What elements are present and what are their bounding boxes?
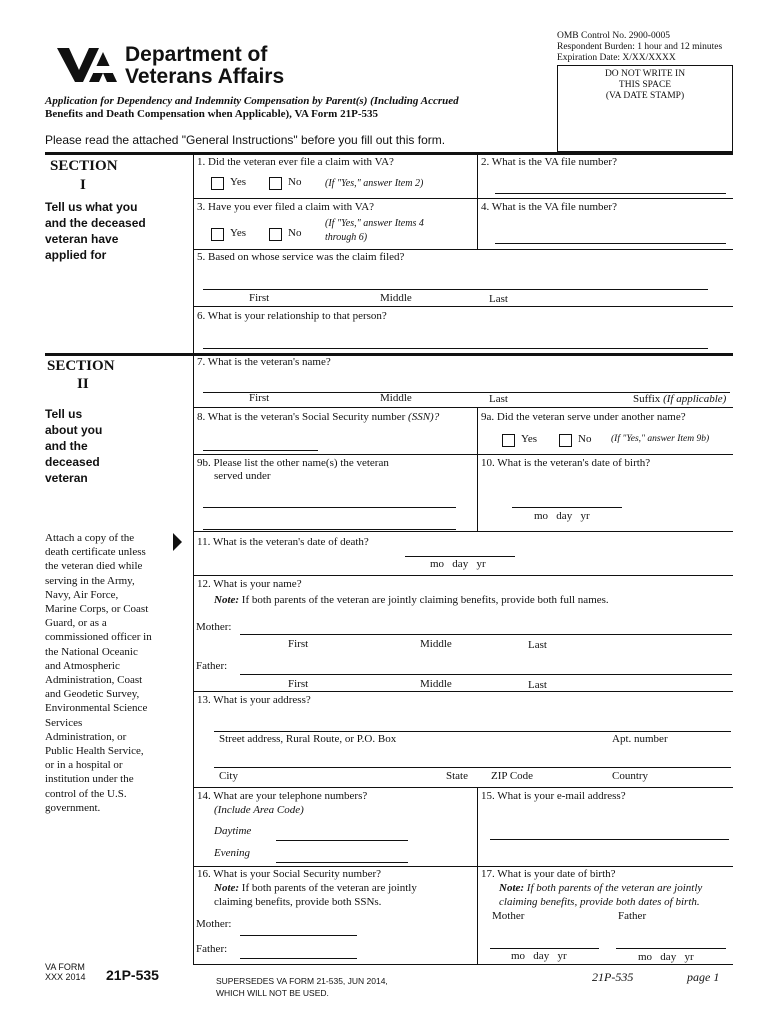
- q8-ssn-abbrev: (SSN)?: [408, 411, 440, 423]
- q1-no-label: No: [288, 176, 302, 188]
- q12-mother-last: Last: [528, 639, 547, 651]
- section2-number: II: [77, 376, 89, 392]
- section1-number: I: [80, 177, 86, 193]
- q12-mother-name-field[interactable]: [240, 634, 732, 635]
- q12-father-last: Last: [528, 679, 547, 691]
- q14-q15-divider: [477, 787, 478, 965]
- q16-father-label: Father:: [196, 943, 228, 955]
- attach-note-line: Navy, Air Force,: [45, 588, 119, 601]
- attach-note-line: Marine Corps, or Coast: [45, 603, 149, 615]
- q7-last-label: Last: [489, 393, 508, 405]
- q5-label: 5. Based on whose service was the claim filed?: [197, 251, 405, 263]
- section2-desc-3: and the: [45, 439, 88, 453]
- q2-va-file-number-field[interactable]: [495, 193, 726, 194]
- attach-note-line: Public Health Service,: [45, 745, 144, 757]
- q14-top-rule: [193, 787, 733, 788]
- q7-suffix-text: Suffix: [633, 393, 661, 405]
- q13-country-label: Country: [612, 770, 649, 782]
- expiration-date: Expiration Date: X/XX/XXXX: [557, 53, 676, 63]
- attach-arrow-icon: [173, 533, 182, 551]
- q10-date-format: mo day yr: [534, 510, 590, 522]
- attach-note-line: and Atmospheric: [45, 659, 120, 672]
- q12-note-label: Note:: [214, 594, 240, 606]
- q13-city-label: City: [219, 770, 238, 782]
- q7-middle-label: Middle: [380, 392, 412, 404]
- attach-note-line: institution under the: [45, 773, 134, 786]
- q14-label: 14. What are your telephone numbers?: [197, 790, 368, 802]
- respondent-burden: Respondent Burden: 1 hour and 12 minutes: [557, 42, 723, 52]
- q12-father-label: Father:: [196, 660, 228, 672]
- section2-heading: SECTION: [47, 358, 115, 374]
- stamp-line3: (VA DATE STAMP): [605, 91, 685, 101]
- q13-top-rule: [193, 691, 733, 692]
- q9b-label-line2: served under: [214, 470, 271, 482]
- q8-label: [197, 411, 439, 424]
- q11-label: 11. What is the veteran's date of death?: [197, 536, 369, 548]
- q9b-label-line1: 9b. Please list the other name(s) the veteran: [197, 457, 389, 469]
- q14-evening-phone-field[interactable]: [276, 862, 408, 863]
- q12-note-text: If both parents of the veteran are jointly claiming benefits, provide both full names.: [241, 594, 609, 606]
- q16-top-rule: [193, 866, 733, 867]
- q17-mother-date-format: mo day yr: [511, 950, 567, 962]
- q14-note: (Include Area Code): [214, 804, 304, 816]
- q17-note-line2: claiming benefits, provide both dates of birth.: [499, 896, 700, 908]
- q9a-no-label: No: [578, 433, 592, 445]
- q6-label: 6. What is your relationship to that person?: [197, 310, 387, 322]
- q17-note-label: Note:: [499, 882, 525, 894]
- q7-first-label: First: [249, 392, 270, 404]
- q12-father-name-field[interactable]: [240, 674, 732, 675]
- q13-label: 13. What is your address?: [197, 694, 311, 706]
- q17-note-line1: [499, 882, 702, 895]
- q16-label: 16. What is your Social Security number?: [197, 868, 382, 880]
- q1-label: 1. Did the veteran ever file a claim with VA?: [197, 156, 394, 168]
- section1-top-rule: [45, 152, 733, 155]
- attach-note-line: and Geodetic Survey,: [45, 688, 140, 701]
- q6-top-rule: [193, 306, 733, 307]
- q17-father-date-format: mo day yr: [638, 951, 694, 963]
- q12-mother-first: First: [288, 638, 309, 650]
- agency-name-line2: Veterans Affairs: [125, 65, 285, 88]
- attach-note-line: Administration, or: [45, 730, 127, 743]
- q13-state-label: State: [446, 770, 468, 782]
- q14-daytime-label: Daytime: [214, 825, 252, 837]
- q15-email-field[interactable]: [490, 839, 729, 840]
- q16-mother-ssn-field[interactable]: [240, 935, 357, 936]
- section2-left-divider: [193, 353, 194, 965]
- q9a-label: 9a. Did the veteran serve under another name?: [481, 411, 686, 423]
- q10-veteran-dob-field[interactable]: [512, 507, 622, 508]
- q15-label: 15. What is your e-mail address?: [481, 790, 626, 802]
- omb-control-number: OMB Control No. 2900-0005: [557, 31, 670, 41]
- q9b-other-name-field-1[interactable]: [203, 507, 456, 508]
- instructions-text: Please read the attached "General Instructions" before you fill out this form.: [45, 133, 446, 147]
- q12-father-middle: Middle: [420, 678, 452, 690]
- q14-daytime-phone-field[interactable]: [276, 840, 408, 841]
- q17-note-text1: If both parents of the veteran are jointly: [526, 882, 703, 894]
- section1-desc-1: Tell us what you: [45, 200, 138, 214]
- section2-desc-1: Tell us: [45, 407, 83, 421]
- stamp-line2: THIS SPACE: [618, 80, 672, 90]
- section1-desc-3: veteran have: [45, 232, 119, 246]
- q17-mother-label: Mother: [492, 910, 525, 922]
- q3-top-rule: [193, 198, 733, 199]
- q1-note: (If "Yes," answer Item 2): [325, 178, 424, 189]
- section1-left-divider: [193, 152, 194, 354]
- attach-note-line: Guard, or as a: [45, 617, 107, 630]
- q8-top-rule: [193, 407, 733, 408]
- q12-top-rule: [193, 575, 733, 576]
- footer-va-form: VA FORM: [45, 962, 85, 972]
- footer-form-ref: 21P-535: [592, 970, 634, 984]
- q5-last-label: Last: [489, 293, 508, 305]
- q13-city-field[interactable]: [214, 767, 731, 768]
- q4-label: 4. What is the VA file number?: [481, 201, 617, 213]
- q3-no-label: No: [288, 227, 302, 239]
- q16-father-ssn-field[interactable]: [240, 958, 357, 959]
- attach-note-line: the National Oceanic: [45, 645, 138, 658]
- attach-note-line: or in a hospital or: [45, 759, 123, 772]
- q7-suffix-note: (If applicable): [663, 393, 727, 405]
- q1-yes-checkbox[interactable]: [211, 177, 224, 190]
- section1-heading: SECTION: [50, 158, 118, 174]
- q3-yes-label: Yes: [230, 227, 247, 239]
- q17-mother-dob-field[interactable]: [490, 948, 599, 949]
- q8-q9a-divider: [477, 407, 478, 531]
- section2-desc-5: veteran: [45, 471, 88, 485]
- q1-yes-label: Yes: [230, 176, 247, 188]
- footer-form-date: XXX 2014: [45, 972, 86, 982]
- footer-page-number: page 1: [687, 970, 720, 984]
- q17-father-label: Father: [618, 910, 647, 922]
- footer-supersedes-line2: WHICH WILL NOT BE USED.: [216, 988, 329, 998]
- footer-supersedes-line1: SUPERSEDES VA FORM 21-535, JUN 2014,: [216, 976, 388, 986]
- form-title-line1: Application for Dependency and Indemnity Compensation by Parent(s) (Including Accrued: [45, 95, 459, 107]
- q5-middle-label: Middle: [380, 292, 412, 304]
- q5-first-label: First: [249, 292, 270, 304]
- va-logo: [55, 42, 119, 86]
- q3-no-checkbox[interactable]: [269, 228, 282, 241]
- q3-yes-checkbox[interactable]: [211, 228, 224, 241]
- q2-label: 2. What is the VA file number?: [481, 156, 617, 168]
- q14-evening-label: Evening: [214, 847, 251, 859]
- attach-note-line: commissioned officer in: [45, 631, 152, 644]
- q7-suffix-label: [633, 393, 726, 406]
- q16-note-label: Note:: [214, 882, 240, 894]
- q13-zip-label: ZIP Code: [491, 770, 534, 782]
- q9a-no-checkbox[interactable]: [559, 434, 572, 447]
- q3-note-line1: (If "Yes," answer Items 4: [325, 218, 424, 229]
- section1-desc-2: and the deceased: [45, 216, 146, 230]
- attach-note-line: control of the U.S.: [45, 787, 127, 800]
- q8-veteran-ssn-field[interactable]: [203, 450, 318, 451]
- q9a-note: (If "Yes," answer Item 9b): [611, 434, 710, 444]
- q3-label: 3. Have you ever filed a claim with VA?: [197, 201, 375, 213]
- q11-veteran-dod-field[interactable]: [405, 556, 515, 557]
- section1-desc-4: applied for: [45, 248, 107, 262]
- q9b-top-rule: [193, 454, 733, 455]
- q12-note: [214, 594, 609, 607]
- section2-desc-4: deceased: [45, 455, 100, 469]
- q10-label: 10. What is the veteran's date of birth?: [481, 457, 651, 469]
- q1-no-checkbox[interactable]: [269, 177, 282, 190]
- q12-label: 12. What is your name?: [197, 578, 302, 590]
- footer-form-number: 21P-535: [106, 967, 159, 983]
- q11-date-format: mo day yr: [430, 558, 486, 570]
- q5-top-rule: [193, 249, 733, 250]
- q16-note-line2: claiming benefits, provide both SSNs.: [214, 896, 382, 908]
- q4-va-file-number-field[interactable]: [495, 243, 726, 244]
- q13-street-label: Street address, Rural Route, or P.O. Box: [219, 733, 397, 745]
- q8-text: 8. What is the veteran's Social Security number: [197, 411, 406, 423]
- q9b-other-name-field-2[interactable]: [203, 529, 456, 530]
- q11-top-rule: [193, 531, 733, 532]
- q7-label: 7. What is the veteran's name?: [197, 356, 331, 368]
- q16-mother-label: Mother:: [196, 918, 232, 930]
- attach-note-line: Attach a copy of the: [45, 532, 135, 544]
- q16-note-text1: If both parents of the veteran are jointly: [241, 882, 417, 894]
- attach-note-line: government.: [45, 801, 101, 814]
- q12-mother-middle: Middle: [420, 638, 452, 650]
- q3-note-line2: through 6): [325, 232, 368, 243]
- form-title-line2: Benefits and Death Compensation when Applicable), VA Form 21P-535: [45, 108, 378, 120]
- attach-note-line: Environmental Science: [45, 702, 148, 715]
- q13-apt-label: Apt. number: [612, 733, 668, 745]
- q12-mother-label: Mother:: [196, 621, 232, 633]
- stamp-line1: DO NOT WRITE IN: [604, 69, 686, 79]
- section2-desc-2: about you: [45, 423, 103, 437]
- attach-note-line: the veteran died while: [45, 560, 143, 573]
- q17-label: 17. What is your date of birth?: [481, 868, 616, 880]
- attach-note-line: Administration, Coast: [45, 674, 143, 686]
- q17-father-dob-field[interactable]: [616, 948, 726, 949]
- q9a-yes-checkbox[interactable]: [502, 434, 515, 447]
- attach-note-line: death certificate unless: [45, 546, 146, 559]
- section2-bottom-rule: [193, 964, 733, 965]
- q13-street-field[interactable]: [214, 731, 731, 732]
- section2-top-rule: [45, 353, 733, 356]
- attach-note-line: Services: [45, 716, 83, 729]
- q12-father-first: First: [288, 678, 309, 690]
- attach-note-line: serving in the Army,: [45, 574, 135, 587]
- q5-name-field[interactable]: [203, 289, 708, 290]
- agency-name-line1: Department of: [125, 43, 268, 66]
- q6-relationship-field[interactable]: [203, 348, 708, 349]
- q9a-yes-label: Yes: [521, 433, 538, 445]
- q16-note-line1: [214, 882, 417, 895]
- q1-q2-divider: [477, 152, 478, 250]
